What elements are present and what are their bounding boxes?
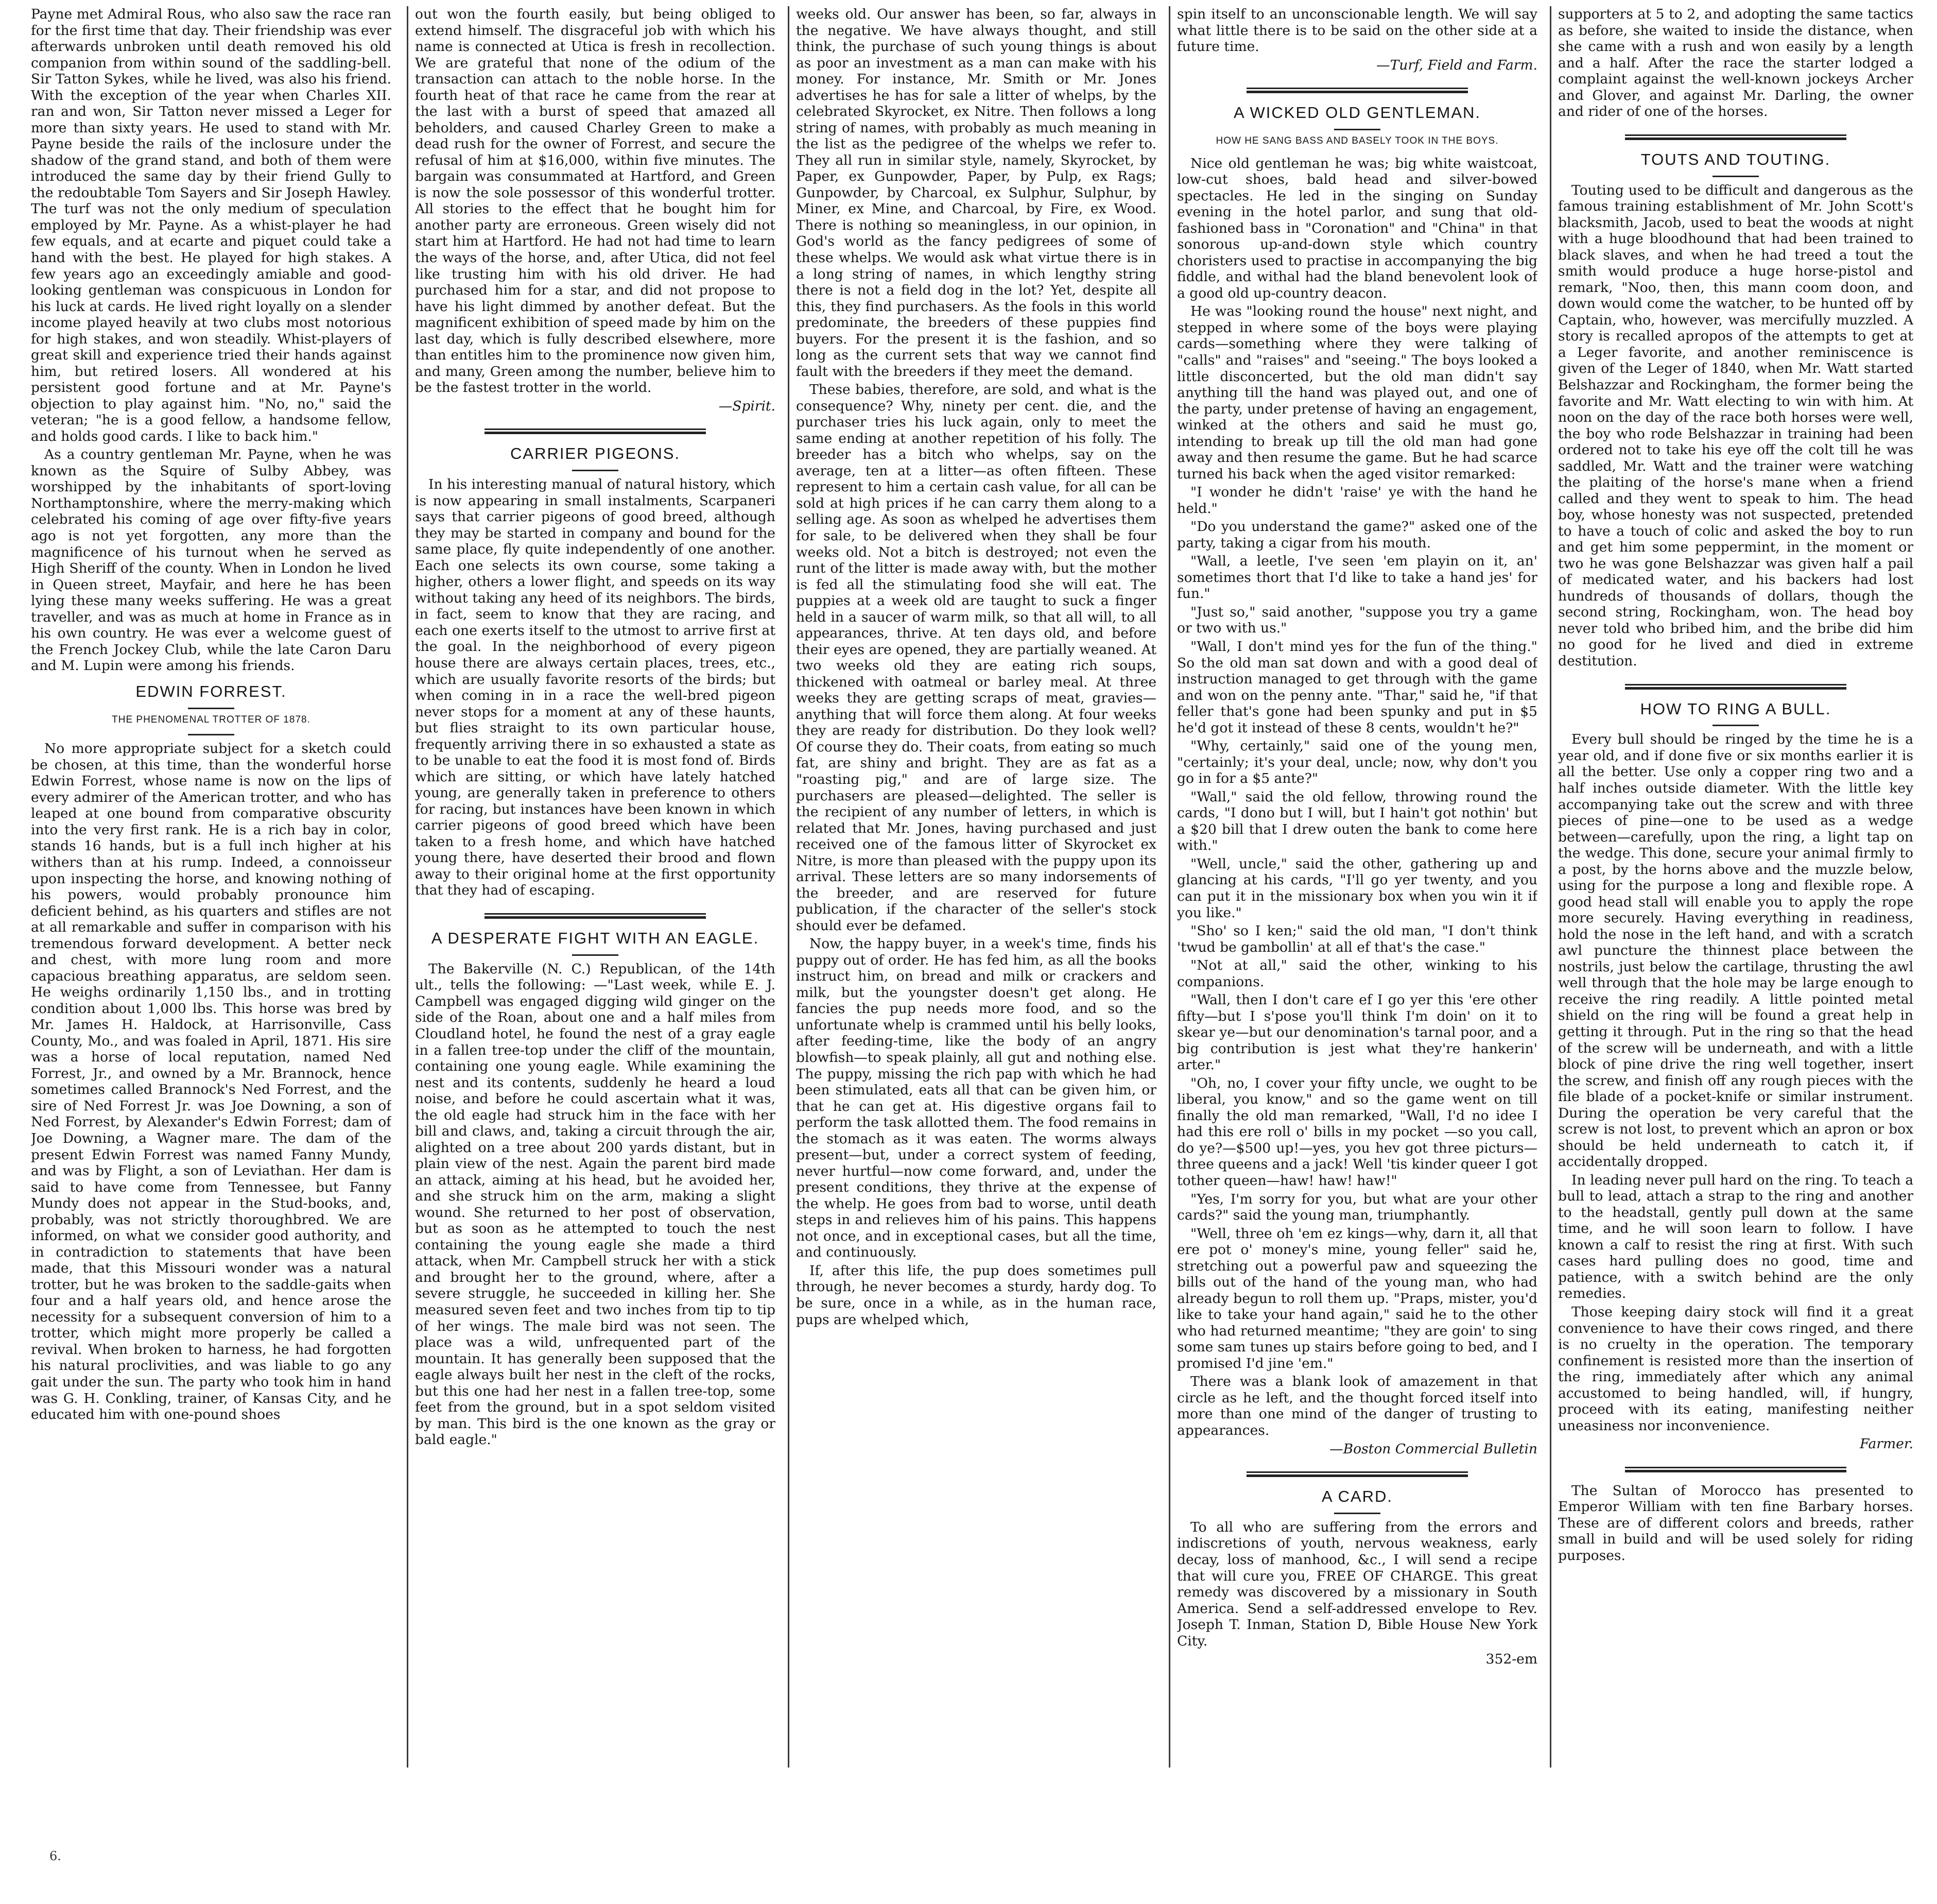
divider <box>188 734 234 735</box>
paragraph: In his interesting manual of natural history, which is now appearing in small instalments, Scarpaneri says that carrier pigeons of good breed, although they may be started in company and bound for the same place, fly quite independently of one another. Each one selects its own course, some taking a higher, others a lower flight, and speeds on its way without taking any heed of its neighbors. The birds, in fact, seem to know that they are racing, and each one exerts itself to the utmost to arrive first at the goal. In the neighborhood of every pigeon house there are always certain places, trees, etc., which are usually favorite resorts of the birds; but when coming in in a race the well-bred pigeon never stops for a moment at any of these haunts, but flies straight to its own particular house, frequently arriving there in so exhausted a state as to be unable to eat the food it is most fond of. Birds which are sitting, or which have lately hatched young, are generally taken in preference to others for racing, but instances have been known in which carrier pigeons of good breed which have been taken to a fresh home, and which have hatched young there, have deserted their brood and flown away to their original home at the first opportunity that they had of escaping. <box>415 476 775 899</box>
paragraph: "Well, uncle," said the other, gathering up and glancing at his cards, "I'll go yer twenty, and you can put it in the missionary box when you win it if you like." <box>1177 855 1537 921</box>
column-rule <box>1550 6 1551 1768</box>
section-divider <box>485 428 706 434</box>
paragraph: "Wall, then I don't care ef I go yer this 'ere other fifty—but I s'pose you'll think I'm doin' on it to skear ye—but our denomination's tarnal poor, and a big contribution is jest what they're hankerin' arter." <box>1177 992 1537 1073</box>
paragraph: "Wall, a leetle, I've seen 'em playin on it, an' sometimes thort that I'd like to take a hand jes' for fun." <box>1177 553 1537 602</box>
divider <box>1334 129 1380 130</box>
column-5 <box>1558 6 1913 1757</box>
column-1 <box>31 6 391 1757</box>
section-divider <box>485 913 706 919</box>
paragraph: "Do you understand the game?" asked one of the party, taking a cigar from his mouth. <box>1177 519 1537 551</box>
section-divider <box>1247 88 1468 93</box>
paragraph: The Sultan of Morocco has presented to Emperor William with ten fine Barbary horses. These are of different colors and breeds, rather small in build and will be used solely for riding purposes. <box>1558 1482 1913 1564</box>
paragraph: supporters at 5 to 2, and adopting the same tactics as before, she waited to inside the distance, when she came with a rush and won easily by a length and a half. After the race the starter lodged a complaint against the well-known jockeys Archer and Glover, and against Mr. Darling, the owner and rider of one of the horses. <box>1558 6 1913 120</box>
article-headline: EDWIN FORREST. <box>135 682 287 700</box>
source-credit: Farmer. <box>1859 1436 1913 1452</box>
paragraph: As a country gentleman Mr. Payne, when he was known as the Squire of Sulby Abbey, was worshipped by the inhabitants of sport-loving Northamptonshire, where the merry-making which celebrated his coming of age over fifty-five years ago is not yet forgotten, any more than the magnificence of his turnout when he served as High Sheriff of the county. When in London he lived in Queen street, Mayfair, and here he has been lying these many weeks suffering. He was a great traveller, and was as much at home in France as in his own country. He was ever a welcome guest of the French Jockey Club, while the late Caron Daru and M. Lupin were among his friends. <box>31 447 391 674</box>
column-4 <box>1177 6 1537 1757</box>
source-credit: —Boston Commercial Bulletin <box>1329 1440 1537 1457</box>
ad-code: 352-em <box>1485 1651 1537 1668</box>
paragraph: "Just so," said another, "suppose you try a game or two with us." <box>1177 604 1537 637</box>
divider <box>572 954 618 956</box>
paragraph: "Oh, no, I cover your fifty uncle, we ought to be liberal, you know," and so the game went on till finally the old man remarked, "Wall, I'd no idee I had this ere roll o' bills in my pocket —so you call, do ye?—$500 up!—yes, you hev got three picturs—three queens and a jack! Well 'tis kinder queer I got tother queen—haw! haw! haw!" <box>1177 1075 1537 1189</box>
paragraph: Now, the happy buyer, in a week's time, finds his puppy out of order. He has fed him, as all the books instruct him, on bread and milk or crackers and milk, but the youngster doesn't get along. He fancies the pup needs more food, and so the unfortunate whelp is crammed until his belly looks, after feeding-time, like the body of an angry blowfish—to speak plainly, all gut and nothing else. The puppy, missing the rich pap with which he had been stimulated, eats all that can be given him, or that he can get at. His digestive organs fail to perform the task allotted them. The food remains in the stomach as it was eaten. The worms always present—but, under a correct system of feeding, never hurtful—now come forward, and, under the present conditions, they thrive at the expense of the whelp. He goes from bad to worse, until death steps in and relieves him of his pains. This happens not once, and in exceptional cases, but all the time, and continuously. <box>796 936 1156 1261</box>
paragraph: These babies, therefore, are sold, and what is the consequence? Why, ninety per cent. die, and the purchaser tries his luck again, only to meet the same ending at another repetition of his folly. The breeder has a bitch who whelps, say on the average, ten at a litter—as often fifteen. These represent to him a certain cash value, for all can be sold at high prices if he can carry them along to a selling age. As soon as whelped he advertises them for sale, to be delivered when they shall be four weeks old. Not a bitch is destroyed; not even the runt of the litter is made away with, but the mother is fed all the stimulating food she will eat. The puppies at a week old are taught to suck a finger held in a saucer of warm milk, so that all will, to all appearances, thrive. At ten days old, and before their eyes are opened, they are partially weaned. At two weeks old they are eating rich soups, thickened with oatmeal or barley meal. At three weeks they are getting scraps of meat, gravies—anything that will force them along. At four weeks they are ready for distribution. Do they look well? Of course they do. Their coats, from eating so much fat, are shiny and bright. They are as fat as a "roasting pig," and are of large size. The purchasers are pleased—delighted. The seller is the recipient of any number of letters, in which is related that Mr. Jones, having purchased and just received one of the famous litter of Skyrocket ex Nitre, is more than pleased with the puppy upon its arrival. These letters are so many indorsements of the breeder, and are reserved for future publication, if the character of the seller's stock should ever be defamed. <box>796 382 1156 934</box>
paragraph: "Why, certainly," said one of the young men, "certainly; it's your deal, uncle; now, why don't you go in for a $5 ante?" <box>1177 738 1537 787</box>
divider <box>572 470 618 471</box>
section-divider <box>1625 1467 1846 1472</box>
paragraph: Nice old gentleman he was; big white waistcoat, low-cut shoes, bald head and silver-bowed spectacles. He led in the singing on Sunday evening in the hotel parlor, and sung that old-fashioned bass in "Coronation" and "China" in that sonorous up-and-down style which country choristers used to practise in accompanying the big fiddle, and withal had the bland benevolent look of a good old up-country deacon. <box>1177 155 1537 301</box>
section-divider <box>1625 684 1846 690</box>
column-rule <box>407 6 408 1768</box>
paragraph: "Wall," said the old fellow, throwing round the cards, "I dono but I will, but I hain't got nothin' but a $20 bill that I drew outen the bank to come here with." <box>1177 788 1537 854</box>
paragraph: "Well, three oh 'em ez kings—why, darn it, all that ere pot o' money's mine, young feller" said he, stretching out a powerful paw and squeezing the bills out of the hand of the young man, who had already begun to roll them up. "Praps, mister, you'd like to take your hand again," said he to the other who had returned meantime; "they are goin' to sing some sam tunes up stairs before going to bed, and I promised I'd jine 'em." <box>1177 1225 1537 1371</box>
article-headline: A WICKED OLD GENTLEMAN. <box>1233 104 1481 122</box>
column-2 <box>415 6 775 1757</box>
paragraph: If, after this life, the pup does sometimes pull through, he never becomes a sturdy, hardy dog. To be sure, once in a while, as in the human race, pups are whelped which, <box>796 1262 1156 1328</box>
paragraph: Touting used to be difficult and dangerous as the famous training establishment of Mr. John Scott's blacksmith, Jacob, used to beat the woods at night with a huge bloodhound that had been trained to black slaves, and when he had treed a tout the smith would produce a huge horse-pistol and remark, "Noo, then, this mann coom doon, and down would come the watcher, to be hunted off by Captain, who, however, was mercifully muzzled. A story is recalled apropos of the attempts to get at a Leger favorite, and another reminiscence is given of the Leger of 1840, when Mr. Watt started Belshazzar and Rockingham, the former being the favorite and Mr. Watt electing to win with him. At noon on the day of the race both horses were well, the boy who rode Belshazzar in training had been ordered not to take his eye off the colt till he was saddled, Mr. Watt and the trainer were watching the plaiting of the horse's mane when a friend called and they went to speak to him. The head boy, whose honesty was not suspected, pretended to have a touch of colic and asked the boy to run and get him some peppermint, in the moment or two he was gone Belshazzar was given half a pail of medicated water, and his backers had lost hundreds of thousands of dollars, though the second string, Rockingham, won. The head boy never told who bribed him, and the bribe did him no good for he lived and died in extreme destitution. <box>1558 182 1913 669</box>
paragraph: Payne met Admiral Rous, who also saw the race ran for the first time that day. Their friendship was ever afterwards unbroken until death removed his old companion from within sound of the saddling-bell. Sir Tatton Sykes, while he lived, was also his friend. With the exception of the year when Charles XII. ran and won, Sir Tatton never missed a Leger for more than sixty years. He used to stand with Mr. Payne beside the rails of the inclosure under the shadow of the grand stand, and both of them were introduced the same day by their friend Gully to the redoubtable Tom Sayers and Sir Joseph Hawley. The turf was not the only medium of speculation employed by Mr. Payne. As a whist-player he had few equals, and at ecarte and piquet could take a hand with the best. He played for high stakes. A few years ago an exceedingly amiable and good-looking gentleman was conspicuous in London for his luck at cards. He lived right loyally on a slender income played heavily at two clubs most notorious for high stakes, and won steadily. Whist-players of great skill and experience tried their hands against him, but retired losers. All wondered at his persistent good fortune and at Mr. Payne's objection to play against him. "No, no," said the veteran; "he is a good fellow, a handsome fellow, and holds good cards. I like to back him." <box>31 6 391 444</box>
paragraph: "Yes, I'm sorry for you, but what are your other cards?" said the young man, triumphantly. <box>1177 1191 1537 1224</box>
paragraph: Those keeping dairy stock will find it a great convenience to have their cows ringed, and there is no cruelty in the operation. The temporary confinement is resisted more than the insertion of the ring, immediately after which any animal accustomed to being handled, will, if hungry, proceed with its eating, manifesting neither uneasiness nor inconvenience. <box>1558 1304 1913 1434</box>
paragraph: The Bakerville (N. C.) Republican, of the 14th ult., tells the following: —"Last week, while E. J. Campbell was engaged digging wild ginger on the side of the Roan, about one and a half miles from Cloudland hotel, he found the nest of a gray eagle in a fallen tree-top under the cliff of the mountain, containing one young eagle. While examining the nest and its contents, suddenly he heard a loud noise, and before he could ascertain what it was, the old eagle had struck him in the face with her bill and claws, and, taking a circuit through the air, alighted on a tree about 200 yards distant, but in plain view of the nest. Again the parent bird made an attack, aiming at his head, but he avoided her, and she struck him on the arm, making a slight wound. She returned to her post of observation, but as soon as he attempted to touch the nest containing the young eagle she made a third attack, when Mr. Campbell struck her with a stick and brought her to the ground, where, after a severe struggle, he succeeded in killing her. She measured seven feet and two inches from tip to tip of her wings. The male bird was not seen. The place was a wild, unfrequented part of the mountain. It has generally been supposed that the eagle always built her nest in the cleft of the rocks, but this one had her nest in a fallen tree-top, some feet from the ground, but in a spot seldom visited by man. This bird is the one known as the gray or bald eagle." <box>415 960 775 1448</box>
article-subheading: THE PHENOMENAL TROTTER OF 1878. <box>112 714 310 725</box>
divider <box>1713 176 1759 177</box>
section-divider <box>1247 1471 1468 1477</box>
paragraph: No more appropriate subject for a sketch could be chosen, at this time, than the wonderful horse Edwin Forrest, whose name is now on the lips of every admirer of the American trotter, and who has leaped at one bound from comparative obscurity into the very first rank. He is a rich bay in color, stands 16 hands, but is a full inch higher at his withers than at his rump. Indeed, a connoisseur upon inspecting the horse, and knowing nothing of his powers, would probably pronounce him deficient behind, as his quarters and stifles are not at all remarkable and suffer in comparison with his tremendous forward development. A better neck and chest, with more lung room and more capacious breathing apparatus, are seldom seen. He weighs ordinarily 1,150 lbs., and in trotting condition about 1,000 lbs. This horse was bred by Mr. James H. Haldock, at Harrisonville, Cass County, Mo., and was foaled in April, 1871. His sire was a horse of local reputation, named Ned Forrest, Jr., and owned by a Mr. Brannock, hence sometimes called Brannock's Ned Forrest, and the sire of Ned Forrest Jr. was Joe Downing, a son of Ned Forrest, by Alexander's Edwin Forrest; dam of Joe Downing, a Wagner mare. The dam of the present Edwin Forrest was named Fanny Mundy, and was by Flight, a son of Leviathan. Her dam is said to have come from Tennessee, but Fanny Mundy does not appear in the Stud-books, and, probably, was not strictly thoroughbred. We are informed, on what we consider good authority, and in contradiction to statements that have been made, that this Missouri wonder was a natural trotter, but he was broken to the saddle-gaits when four and a half years old, and hence arose the necessity for a subsequent conversion of him to a trotter, which might more properly be called a revival. When broken to harness, he had forgotten his natural proclivities, and was liable to go any gait under the sun. The party who took him in hand was G. H. Conkling, trainer, of Kansas City, and he educated him with one-pound shoes <box>31 741 391 1423</box>
article-subheading: HOW HE SANG BASS AND BASELY TOOK IN THE BOYS. <box>1216 135 1499 146</box>
article-headline: A CARD. <box>1321 1487 1393 1506</box>
article-headline: CARRIER PIGEONS. <box>510 444 680 463</box>
source-credit: —Spirit. <box>718 398 775 414</box>
paragraph: In leading never pull hard on the ring. To teach a bull to lead, attach a strap to the ring and another to the headstall, gently pull down at the same time, and he will soon learn to follow. I have known a calf to resist the ring at first. With such cases hard pulling does no good, time and patience, with a switch behind are the only remedies. <box>1558 1172 1913 1302</box>
column-rule <box>788 6 789 1768</box>
paragraph: "Not at all," said the other, winking to his companions. <box>1177 957 1537 990</box>
divider <box>188 708 234 709</box>
advertisement-text: To all who are suffering from the errors and indiscretions of youth, nervous weakness, early decay, loss of manhood, &c., I will send a recipe that will cure you, FREE OF CHARGE. This great remedy was discovered by a missionary in South America. Send a self-addressed envelope to Rev. Joseph T. Inman, Station D, Bible House New York City. <box>1177 1519 1537 1649</box>
source-credit: —Turf, Field and Farm. <box>1376 57 1537 73</box>
paragraph: There was a blank look of amazement in that circle as he left, and the thought forced itself into more than one mind of the danger of trusting to appearances. <box>1177 1374 1537 1438</box>
divider <box>1713 725 1759 726</box>
page-mark: 6. <box>49 1849 61 1863</box>
article-headline: TOUTS AND TOUTING. <box>1640 150 1831 168</box>
column-rule <box>1169 6 1170 1768</box>
paragraph: "Sho' so I ken;" said the old man, "I don't think 'twud be gambollin' at all ef that's the case." <box>1177 923 1537 955</box>
paragraph: "Wall, I don't mind yes for the fun of the thing." So the old man sat down and with a good deal of instruction managed to get through with the game and won on the penny ante. "Thar," said he, "if that feller that's gone had been spunky and put in $5 he'd got it instead of these 8 cents, wouldn't he?" <box>1177 639 1537 736</box>
paragraph: spin itself to an unconscionable length. We will say what little there is to be said on the other side at a future time. <box>1177 6 1537 55</box>
paragraph: out won the fourth easily, but being obliged to extend himself. The disgraceful job with which his name is connected at Utica is fresh in recollection. We are grateful that none of the odium of the transaction can attach to the noble horse. In the fourth heat of that race he came from the rear at the last with a burst of speed that amazed all beholders, and caused Charley Green to make a dead rush for the owner of Forrest, and secure the refusal of him at $16,000, within five minutes. The bargain was consummated at Hartford, and Green is now the sole possessor of this wonderful trotter. All stories to the effect that he bought him for another party are erroneous. Green wisely did not start him at Hartford. He had not had time to learn the ways of the horse, and, after Utica, did not feel like trusting him with his old driver. He had purchased him for a star, and did not propose to have his light dimmed by another defeat. But the magnificent exhibition of speed made by him on the last day, which is fully described elsewhere, more than entitles him to the prominence now given him, and many, Green among the number, believe him to be the fastest trotter in the world. <box>415 6 775 396</box>
article-headline: HOW TO RING A BULL. <box>1640 699 1831 718</box>
divider <box>1334 1513 1380 1514</box>
section-divider <box>1625 134 1846 140</box>
paragraph: "I wonder he didn't 'raise' ye with the hand he held." <box>1177 484 1537 517</box>
paragraph: Every bull should be ringed by the time he is a year old, and if done five or six months earlier it is all the better. Use only a copper ring two and a half inches outside diameter. With the little key accompanying take out the screw and with three pieces of pine—one to be used as a wedge between—carefully, upon the ring, a light tap on the wedge. This done, secure your animal firmly to a post, by the horns above and the muzzle below, using for the purpose a long and flexible rope. A good head stall will enable you to apply the rope more securely. Having everything in readiness, hold the nose in the left hand, and with a scratch awl puncture the thinnest place between the nostrils, just below the cartilage, thrusting the awl well through that the hole may be large enough to receive the ring readily. A little pointed metal shield on the ring will be found a great help in getting it through. Put in the ring so that the head of the screw will be underneath, and with a little block of pine drive the ring well together, insert the screw, and finish off any rough pieces with the file blade of a pocket-knife or similar instrument. During the operation be very careful that the screw is not lost, to prevent which an apron or box should be held underneath to catch it, if accidentally dropped. <box>1558 731 1913 1170</box>
paragraph: weeks old. Our answer has been, so far, always in the negative. We have always thought, and still think, the purchase of such young things is about as poor an investment as a man can make with his money. For instance, Mr. Smith or Mr. Jones advertises he has for sale a litter of whelps, by the celebrated Skyrocket, ex Nitre. Then follows a long string of names, with probably as much meaning in the list as the pedigree of the whelps we refer to. They all run in similar style, namely, Skyrocket, by Paper, ex Gunpowder, Paper, by Pulp, ex Rags; Gunpowder, by Charcoal, ex Sulphur, Sulphur, by Miner, ex Mine, and Charcoal, by Fire, ex Wood. There is nothing so meaningless, in our opinion, in God's world as the fancy pedigrees of some of these whelps. We would ask what virtue there is in a long string of names, in which lengthy string there is not a field dog in the lot? Yet, despite all this, they find purchasers. As the fools in this world predominate, the breeders of these puppies find buyers. For the present it is the fashion, and so long as the current sets that way we cannot find fault with the breeders if they meet the demand. <box>796 6 1156 380</box>
paragraph: He was "looking round the house" next night, and stepped in where some of the boys were playing cards—something where they were talking of "calls" and "raises" and "seeing." The boys looked a little disconcerted, but the old man didn't say anything till the hand was played out, and one of the party, under pretense of having an engagement, winked at the others and said he must go, intending to break up till the old man had gone away and then resume the game. But he had scarce turned his back when the aged visitor remarked: <box>1177 303 1537 482</box>
column-3 <box>796 6 1156 1757</box>
article-headline: A DESPERATE FIGHT WITH AN EAGLE. <box>431 929 759 947</box>
